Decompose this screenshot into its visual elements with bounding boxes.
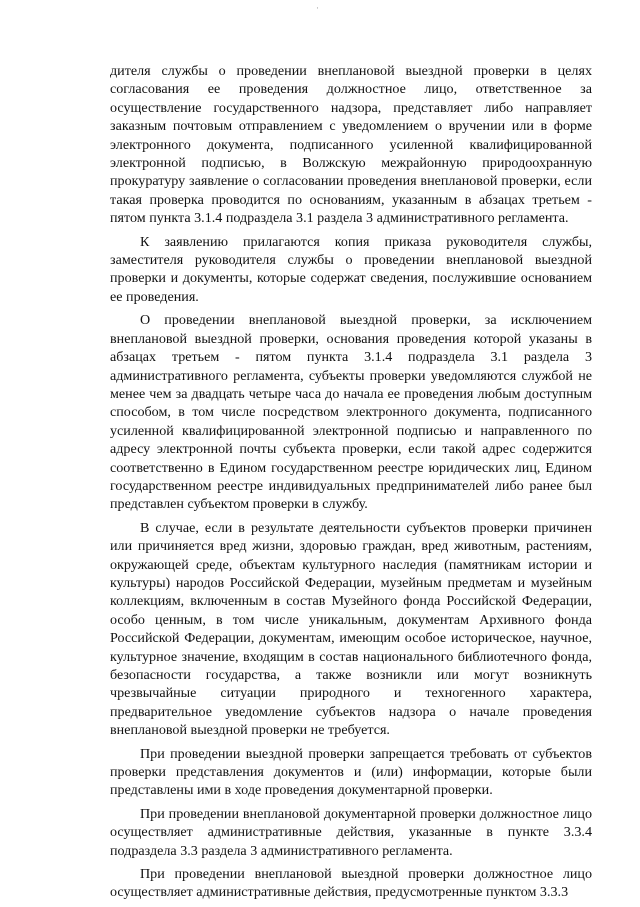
paragraph-3: О проведении внеплановой выездной проверки, за исключением внеплановой выездной проверки, основания проведения которой указаны в абзацах третьем - пятом пункта 3.1.4 подраздела 3.1 раздела 3 административного регламента, субъекты проверки уведомляются службой не менее чем за двадцать четыре часа до начала ее проведения любым доступным способом, в том числе посредством электронного документа, подписанного усиленной квалифицированной электронной подписью и направленного по адресу электронной почты субъекта проверки, если такой адрес содержится соответственно в Едином государственном реестре юридических лиц, Едином государственном реестре индивидуальных предпринимателей либо ранее был представлен субъектом проверки в службу. — [110, 312, 592, 513]
body-text — [110, 62, 592, 907]
paragraph-4: В случае, если в результате деятельности субъектов проверки причинен или причиняется вред жизни, здоровью граждан, вред животным, растениям, окружающей среде, объектам культурного наследия (памятникам истории и культуры) народов Российской Федерации, музейным предметам и музейным коллекциям, включенным в состав Музейного фонда Российской Федерации, особо ценным, в том числе уникальным, документам Архивного фонда Российской Федерации, документам, имеющим особое историческое, научное, культурное значение, входящим в состав национального библиотечного фонда, безопасности государства, а также возникли или могут возникнуть чрезвычайные ситуации природного и техногенного характера, предварительное уведомление субъектов надзора о начале проведения внеплановой выездной проверки не требуется. — [110, 519, 592, 739]
paragraph-7: При проведении внеплановой выездной проверки должностное лицо осуществляет административные действия, предусмотренные пунктом 3.3.3 — [110, 866, 592, 901]
paragraph-5: При проведении выездной проверки запрещается требовать от субъектов проверки представления документов и (или) информации, которые были представлены ими в ходе проведения документарной проверки. — [110, 745, 592, 799]
paragraph-6: При проведении внеплановой документарной проверки должностное лицо осуществляет административные действия, указанные в пункте 3.3.4 подраздела 3.3 раздела 3 административного регламента. — [110, 805, 592, 859]
paragraph-1: дителя службы о проведении внеплановой выездной проверки в целях согласования ее проведения должностное лицо, ответственное за осуществление государственного надзора, представляет либо направляет заказным почтовым отправлением с уведомлением о вручении или в форме электронного документа, подписанного усиленной квалифицированной электронной подписью, в Волжскую межрайонную природоохранную прокуратуру заявление о согласовании проведения внеплановой проверки, если такая проверка проводится по основаниям, указанным в абзацах третьем - пятом пункта 3.1.4 подраздела 3.1 раздела 3 административного регламента. — [110, 63, 592, 227]
paragraph-2: К заявлению прилагаются копия приказа руководителя службы, заместителя руководителя службы о проведении внеплановой выездной проверки и документы, которые содержат сведения, послужившие основанием ее проведения. — [110, 233, 592, 305]
page-top-mark: · — [316, 3, 320, 13]
